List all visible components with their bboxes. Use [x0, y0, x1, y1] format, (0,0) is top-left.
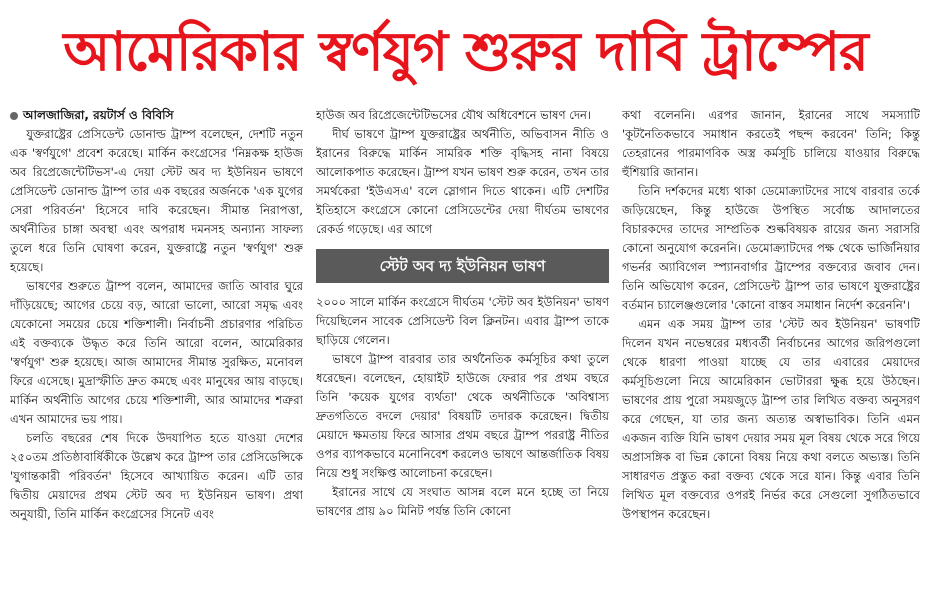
subhead-box	[316, 249, 609, 283]
paragraph: যুক্তরাষ্ট্রের প্রেসিডেন্ট ডোনাল্ড ট্রাম্প বলেছেন, দেশটি নতুন এক 'স্বর্ণযুগে' প্রবেশ করেছে। মার্কিন কংগ্রেসের 'নিম্নকক্ষ হাউজ অব রিপ্রেজেন্টেটিভস'-এ দেয়া স্টেট অব দ্য ইউনিয়ন ভাষণে প্রেসিডেন্ট ডোনাল্ড ট্রাম্প তার এক বছরের অর্জনকে 'এক যুগের সেরা পরিবর্তন' হিসেবে দাবি করেছেন। সীমান্ত নিরাপত্তা, অর্থনীতির চাঙ্গা অবস্থা এবং অপরাধ দমনসহ অন্যান্য সাফল্য তুলে ধরে তিনি ঘোষণা করেন, যুক্তরাষ্ট্রে নতুন 'স্বর্ণযুগ' শুরু হয়েছে।	[10, 127, 303, 274]
paragraph: ভাষণে ট্রাম্প বারবার তার অর্থনৈতিক কর্মসূচির কথা তুলে ধরেছেন। বলেছেন, হোয়াইট হাউজে ফেরার পর প্রথম বছরে তিনি 'কয়েক যুগের ব্যর্থতা' থেকে অর্থনীতিকে 'অবিশ্বাস্য দ্রুতগতিতে বদলে দেয়ার' বিষয়টি তদারক করেছেন। দ্বিতীয় মেয়াদে ক্ষমতায় ফিরে আসার প্রথম বছরে ট্রাম্প পররাষ্ট্র নীতির ওপর ব্যাপকভাবে মনোনিবেশ করলেও ভাষণে আন্তর্জাতিক বিষয় নিয়ে শুধু সংক্ষিপ্ত আলোচনা করেছেন।	[316, 352, 609, 480]
paragraph: কথা বলেননি। এরপর জানান, ইরানের সাথে সমস্যাটি 'কূটনৈতিকভাবে সমাধান করতেই পছন্দ করবেন' তিনি; কিন্তু তেহরানের পারমাণবিক অস্ত্র কর্মসূচি চালিয়ে যাওয়ার বিরুদ্ধে হুঁশিয়ারি জানান।	[622, 108, 920, 179]
article-column-1	[10, 106, 303, 600]
paragraph: ইরানের সাথে যে সংঘাত আসন্ন বলে মনে হচ্ছে তা নিয়ে ভাষণের প্রায় ৯০ মিনিট পর্যন্ত তিনি কোনো	[316, 485, 609, 518]
paragraph: তিনি দর্শকদের মধ্যে থাকা ডেমোক্র্যাটদের সাথে বারবার তর্কে জড়িয়েছেন, কিন্তু হাউজে উপস্থিত সর্বোচ্চ আদালতের বিচারকদের তাদের সাম্প্রতিক শুল্কবিষয়ক রায়ের জন্য সরাসরি কোনো অনুযোগ করেননি। ডেমোক্র্যাটদের পক্ষ থেকে ভার্জিনিয়ার গভর্নর অ্যাবিগেল স্প্যানবার্গার ট্রাম্পের বক্তব্যের জবাব দেন। তিনি অভিযোগ করেন, প্রেসিডেন্ট ট্রাম্প তার ভাষণে যুক্তরাষ্ট্রের বর্তমান চ্যালেঞ্জগুলোর 'কোনো বাস্তব সমাধান নির্দেশ করেননি'।	[622, 184, 920, 312]
headline: আমেরিকার স্বর্ণযুগ শুরুর দাবি ট্রাম্পের	[63, 20, 868, 83]
subhead-text: স্টেট অব দ্য ইউনিয়ন ভাষণ	[379, 257, 546, 275]
paragraph: হাউজ অব রিপ্রেজেন্টেটিভসের যৌথ অধিবেশনে ভাষণ দেন।	[316, 108, 592, 122]
byline	[10, 106, 303, 125]
byline-text: আলজাজিরা, রয়টার্স ও বিবিসি	[23, 108, 174, 122]
paragraph: ভাষণের শুরুতে ট্রাম্প বলেন, আমাদের জাতি আবার ঘুরে দাঁড়িয়েছে; আগের চেয়ে বড়, আরো ভালো, আরো সমৃদ্ধ এবং যেকোনো সময়ের চেয়ে শক্তিশালী। নির্বাচনী প্রচারণার পরিচিত এই বক্তব্যকে উদ্ধৃত করে তিনি আরো বলেন, আমেরিকার 'স্বর্ণযুগ' শুরু হয়েছে। আজ আমাদের সীমান্ত সুরক্ষিত, মনোবল ফিরে এসেছে। মুদ্রাস্ফীতি দ্রুত কমছে এবং মানুষের আয় বাড়ছে। মার্কিন অর্থনীতি আগের চেয়ে শক্তিশালী, আর আমাদের শত্রুরা এখন আমাদের ভয় পায়।	[10, 279, 303, 426]
paragraph: ২০০০ সালে মার্কিন কংগ্রেসে দীর্ঘতম 'স্টেট অব ইউনিয়ন' ভাষণ দিয়েছিলেন সাবেক প্রেসিডেন্ট বিল ক্লিনটন। এবার ট্রাম্প তাকে ছাড়িয়ে গেলেন।	[316, 295, 609, 347]
paragraph: চলতি বছরের শেষ দিকে উদযাপিত হতে যাওয়া দেশের ২৫০তম প্রতিষ্ঠাবার্ষিকীকে উল্লেখ করে ট্রাম্প তার প্রেসিডেন্সিকে 'যুগান্তকারী পরিবর্তন' হিসেবে আখ্যায়িত করেন। এটি তার দ্বিতীয় মেয়াদের প্রথম স্টেট অব দ্য ইউনিয়ন ভাষণ। প্রথা অনুযায়ী, তিনি মার্কিন কংগ্রেসের সিনেট এবং	[10, 431, 303, 521]
paragraph: এমন এক সময় ট্রাম্প তার 'স্টেট অব ইউনিয়ন' ভাষণটি দিলেন যখন নভেম্বরের মধ্যবর্তী নির্বাচনের আগের জরিপগুলো থেকে ধারণা পাওয়া যাচ্ছে যে তার এবারের মেয়াদের কর্মসূচিগুলো নিয়ে আমেরিকান ভোটাররা ক্ষুব্ধ হয়ে উঠছেন। ভাষণের প্রায় পুরো সময়জুড়ে ট্রাম্প তার লিখিত বক্তব্য অনুসরণ করে গেছেন, যা তার জন্য অত্যন্ত অস্বাভাবিক। তিনি এমন একজন ব্যক্তি যিনি ভাষণ দেয়ার সময় মূল বিষয় থেকে সরে গিয়ে অপ্রাসঙ্গিক বা ভিন্ন কোনো বিষয় নিয়ে কথা বলতে অভ্যস্ত। তিনি সাধারণত প্রস্তুত করা বক্তব্য থেকে সরে যান। কিন্তু এবার তিনি লিখিত মূল বক্তব্যের ওপরই নির্ভর করে সেগুলো সুগঠিতভাবে উপস্থাপন করেছেন।	[622, 317, 920, 521]
article-column-3	[622, 106, 920, 600]
article-column-2	[316, 106, 609, 600]
paragraph: দীর্ঘ ভাষণে ট্রাম্প যুক্তরাষ্ট্রের অর্থনীতি, অভিবাসন নীতি ও ইরানের বিরুদ্ধে মার্কিন সামরিক শক্তি বৃদ্ধিসহ নানা বিষয়ে আলোকপাত করেছেন। ট্রাম্প যখন ভাষণ শুরু করেন, তখন তার সমর্থকেরা 'ইউএসএ' বলে স্লোগান দিতে থাকেন। এটি দেশটির ইতিহাসে কংগ্রেসে কোনো প্রেসিডেন্টের দেয়া দীর্ঘতম ভাষণের রেকর্ড গড়েছে। এর আগে	[316, 127, 609, 236]
bullet-dot-icon	[10, 112, 18, 120]
